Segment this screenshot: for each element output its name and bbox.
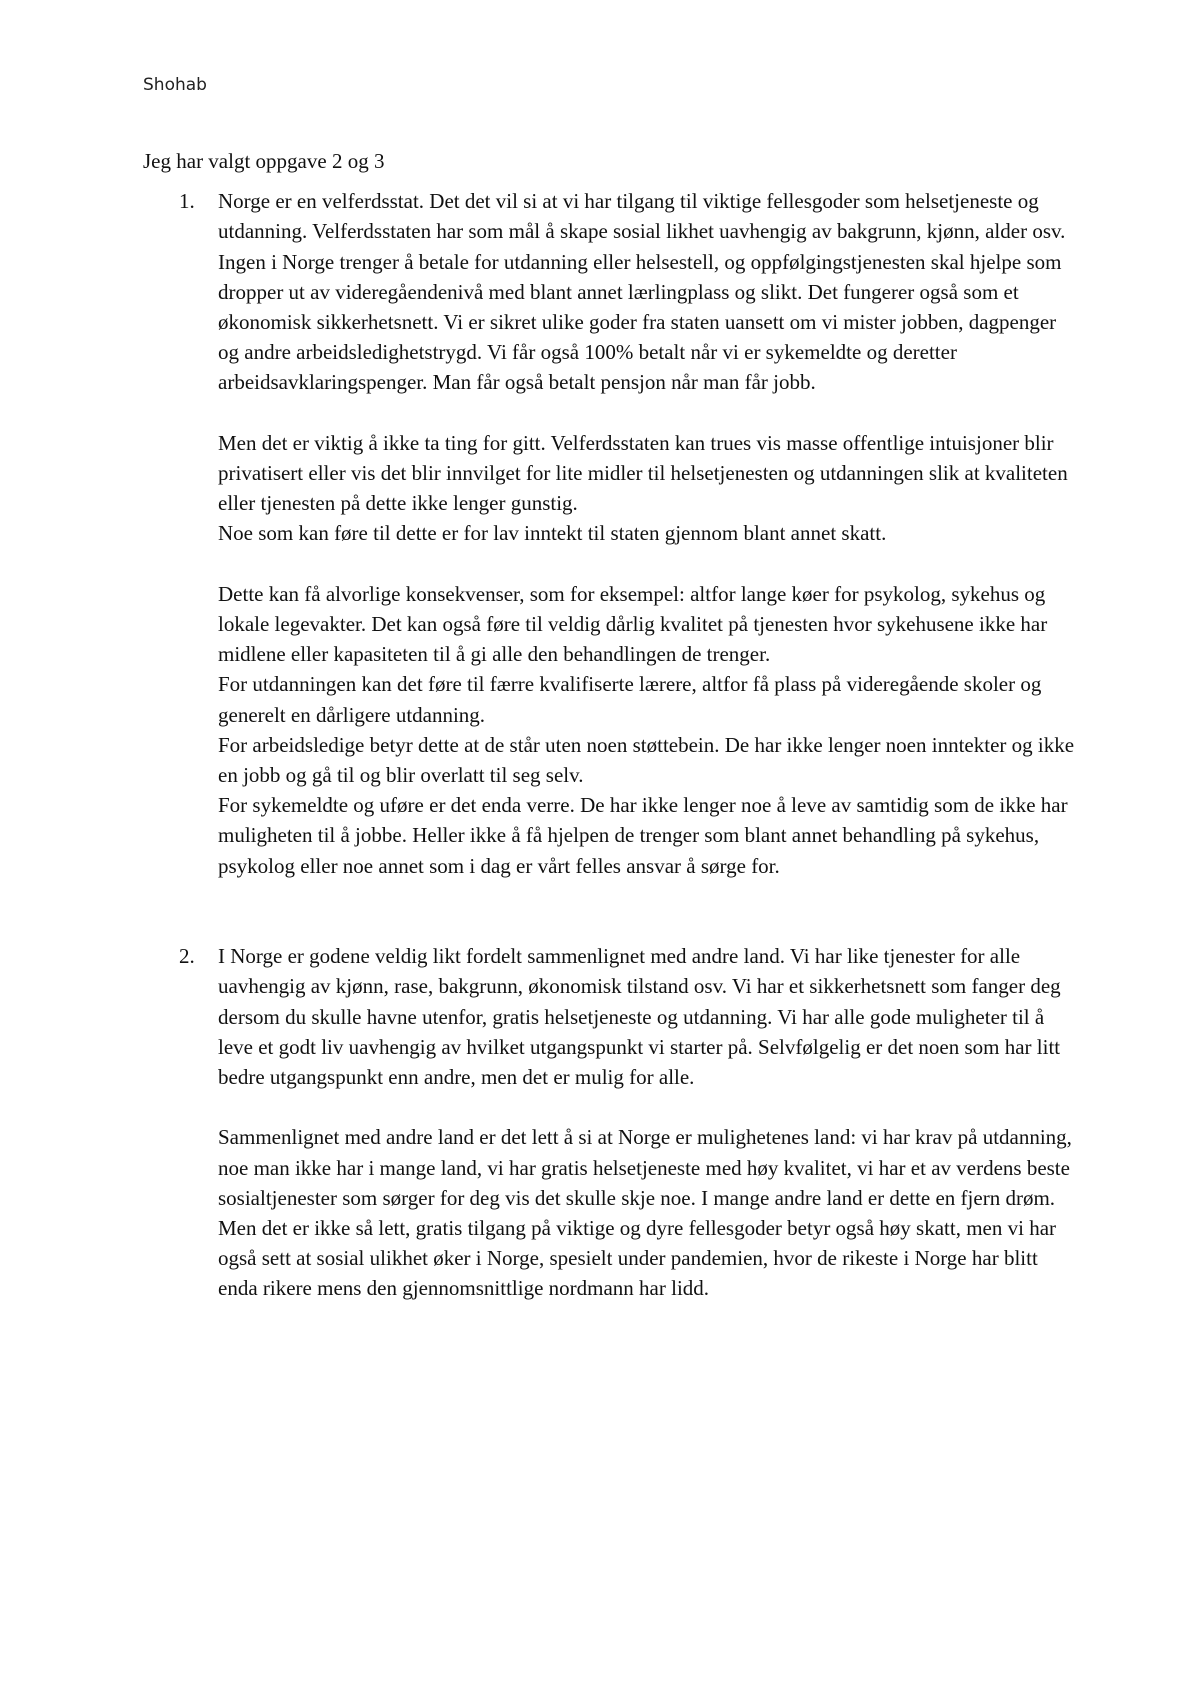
paragraph-2-1: I Norge er godene veldig likt fordelt sammenlignet med andre land. Vi har like tjenester for alle uavhengig av kjønn, rase, bakgrunn, økonomisk tilstand osv. Vi har et sikkerhetsnett som fanger deg dersom du skulle havne utenfor, gratis helsetjeneste og utdanning. Vi har alle gode muligheter til å leve et godt liv uavhengig av hvilket utgangspunkt vi starter på. Selvfølgelig er det noen som har litt bedre utgangspunkt enn andre, men det er mulig for alle. — [218, 944, 1061, 1090]
paragraph-1-6: For arbeidsledige betyr dette at de står uten noen støttebein. De har ikke lenger noen inntekter og ikke en jobb og gå til og blir overlatt til seg selv. — [218, 732, 1075, 788]
paragraph-2-3: Men det er ikke så lett, gratis tilgang på viktige og dyre fellesgoder betyr også høy skatt, men vi har også sett at sosial ulikhet øker i Norge, spesielt under pandemien, hvor de rikeste i Norge har blitt enda rikere mens den gjennomsnittlige nordmann har lidd. — [218, 1216, 1057, 1301]
list-item-1-content — [218, 186, 1078, 881]
item-spacer — [143, 881, 1078, 941]
paragraph-2-2: Sammenlignet med andre land er det lett å si at Norge er mulighetenes land: vi har krav på utdanning, noe man ikke har i mange land, vi har gratis helsetjeneste med høy kvalitet, vi har et av verdens beste sosialtjenester som sørger for deg vis det skulle skje noe. I mange andre land er dette en fjern drøm. — [218, 1125, 1072, 1210]
list-item-2-content — [218, 941, 1078, 1303]
blank-line — [218, 549, 1078, 579]
list-item-2-number: 2. — [179, 944, 195, 969]
document-body — [143, 146, 1078, 1304]
paragraph-1-5: For utdanningen kan det føre til færre kvalifiserte lærere, altfor få plass på videregående skoler og generelt en dårligere utdanning. — [218, 672, 1042, 727]
list-item-1-number: 1. — [179, 189, 195, 214]
paragraph-1-1: Norge er en velferdsstat. Det det vil si at vi har tilgang til viktige fellesgoder som helsetjeneste og utdanning. Velferdsstaten har som mål å skape sosial likhet uavhengig av bakgrunn, kjønn, alder osv. Ingen i Norge trenger å betale for utdanning eller helsestell, og oppfølgingstjenesten skal hjelpe som dropper ut av videregåendenivå med blant annet lærlingplass og slikt. Det fungerer også som et økonomisk sikkerhetsnett. Vi er sikret ulike goder fra staten uansett om vi mister jobben, dagpenger og andre arbeidsledighetstrygd. Vi får også 100% betalt når vi er sykemeldte og deretter arbeidsavklaringspenger. Man får også betalt pensjon når man får jobb. — [218, 189, 1066, 395]
paragraph-1-2: Men det er viktig å ikke ta ting for gitt. Velferdsstaten kan trues vis masse offentlige intuisjoner blir privatisert eller vis det blir innvilget for lite midler til helsetjenesten og utdanningen slik at kvaliteten eller tjenesten på dette ikke lenger gunstig. — [218, 430, 1068, 516]
paragraph-1-7: For sykemeldte og uføre er det enda verre. De har ikke lenger noe å leve av samtidig som de ikke har muligheten til å jobbe. Heller ikke å få hjelpen de trenger som blant annet behandling på sykehus, psykolog eller noe annet som i dag er vårt felles ansvar å sørge for. — [218, 793, 1068, 878]
blank-line — [218, 398, 1078, 428]
list-item-2 — [143, 941, 1078, 1303]
intro-line: Jeg har valgt oppgave 2 og 3 — [143, 149, 385, 173]
author-name: Shohab — [143, 75, 207, 95]
blank-line — [218, 1092, 1078, 1122]
paragraph-1-4: Dette kan få alvorlige konsekvenser, som for eksempel: altfor lange køer for psykolog, sykehus og lokale legevakter. Det kan også føre til veldig dårlig kvalitet på tjenesten hvor sykehusene ikke har midlene eller kapasiteten til å gi alle den behandlingen de trenger. — [218, 581, 1048, 667]
list-item-1 — [143, 186, 1078, 881]
paragraph-1-3: Noe som kan føre til dette er for lav inntekt til staten gjennom blant annet skatt. — [218, 521, 887, 546]
